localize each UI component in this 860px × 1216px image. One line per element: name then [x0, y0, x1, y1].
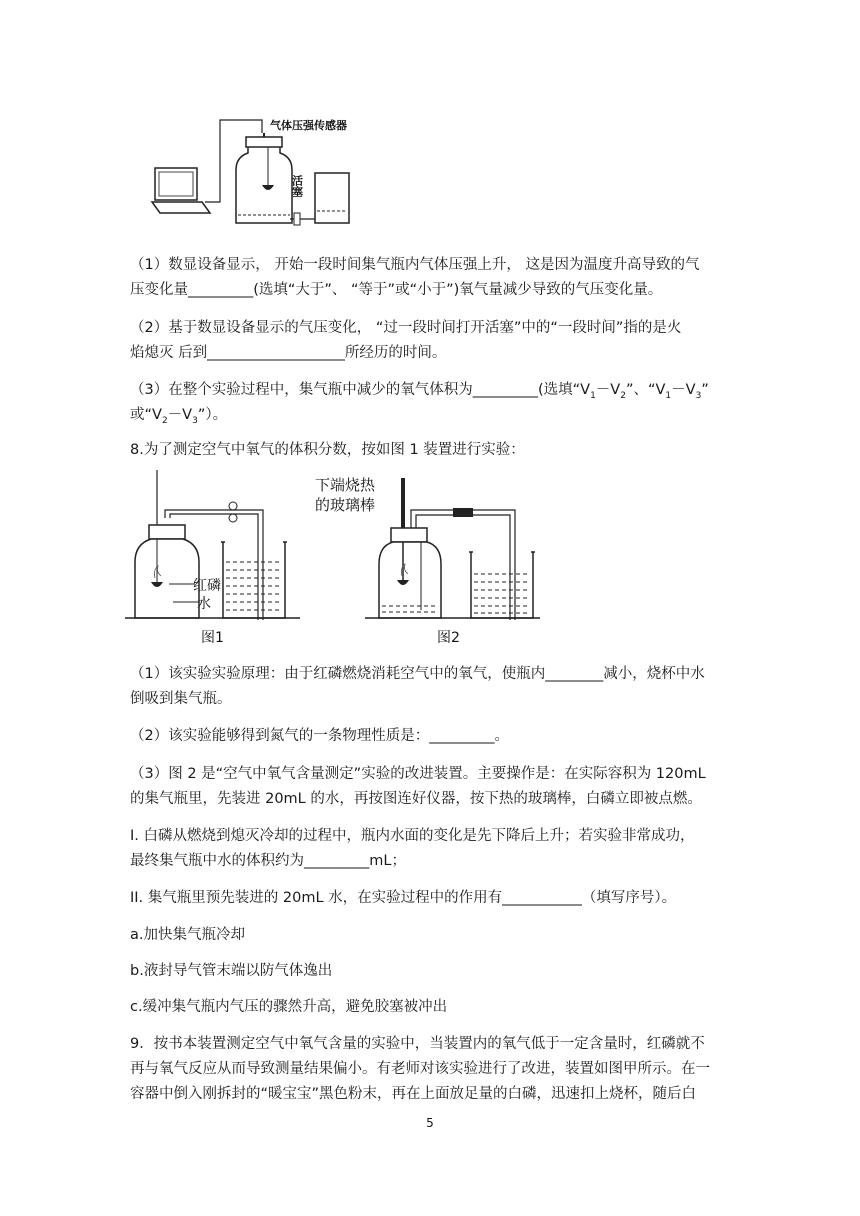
fig1-caption: 图1 [201, 630, 224, 646]
sensor-label: 气体压强传感器 [270, 119, 347, 132]
q8-i-line2: 最终集气瓶中水的体积约为_________mL； [130, 853, 406, 869]
page-number: 5 [426, 1116, 434, 1130]
fig2-caption: 图2 [437, 630, 460, 646]
q8-title: 8.为了测定空气中氧气的体积分数，按如图 1 装置进行实验： [130, 442, 525, 458]
q7-part3-line1: （3）在整个实验过程中，集气瓶中减少的氧气体积为_________(选填“$V_1-V_2$”、“$V_1-V_3$” [130, 382, 709, 401]
q8-option-b: b.液封导气管末端以防气体逸出 [130, 963, 333, 979]
fig1-red-phosphorus-label: 红磷 [193, 578, 221, 594]
q7-part1-line1: （1）数显设备显示， 开始一段时间集气瓶内气体压强上升， 这是因为温度升高导致的气 [130, 257, 700, 273]
q8-part1-line2: 倒吸到集气瓶。 [130, 691, 232, 707]
figure-1-apparatus [125, 470, 300, 650]
q8-option-c: c.缓冲集气瓶内气压的骤然升高，避免胶塞被冲出 [130, 999, 448, 1015]
q8-part1-line1: （1）该实验实验原理：由于红磷燃烧消耗空气中的氧气，使瓶内________减小，烧杯中水 [130, 666, 705, 682]
q8-part3-line1: （3）图 2 是“空气中氧气含量测定”实验的改进装置。主要操作是：在实际容积为 120mL [130, 766, 706, 782]
q8-part2: （2）该实验能够得到氮气的一条物理性质是：_________。 [130, 728, 509, 744]
q9-line1: 9．按书本装置测定空气中氧气含量的实验中，当装置内的氧气低于一定含量时，红磷就不 [130, 1036, 705, 1052]
q9-line3: 容器中倒入刚拆封的“暖宝宝”黑色粉末，再在上面放足量的白磷，迅速扣上烧杯，随后白 [130, 1086, 697, 1102]
q7-part2-line2: 焰熄灭 后到___________________所经历的时间。 [130, 345, 447, 361]
q9-line2: 再与氧气反应从而导致测量结果偏小。有老师对该实验进行了改进，装置如图甲所示。在一 [130, 1061, 710, 1077]
valve-label: 活塞 [290, 175, 304, 197]
fig1-water-label: 水 [197, 596, 211, 612]
q7-part1-line2: 压变化量_________(选填“大于”、 “等于”或“小于”)氧气量减少导致的气压变化量。 [130, 282, 663, 298]
q8-ii: II. 集气瓶里预先装进的 20mL 水，在实验过程中的作用有___________（填写序号）。 [130, 890, 677, 906]
figure-2-apparatus [305, 470, 540, 650]
fig2-label-line2: 的玻璃棒 [315, 496, 376, 514]
fig2-label-line1: 下端烧热 [315, 476, 376, 494]
q7-part3-line2: 或“$V_2-V_3$”）。 [130, 407, 228, 426]
q8-i-line1: I. 白磷从燃烧到熄灭冷却的过程中，瓶内水面的变化是先下降后上升；若实验非常成功， [130, 828, 695, 844]
q8-part3-line2: 的集气瓶里，先装进 20mL 的水，再按图连好仪器，按下热的玻璃棒，白磷立即被点燃。 [130, 791, 702, 807]
q8-option-a: a.加快集气瓶冷却 [130, 927, 245, 943]
q7-part2-line1: （2）基于数显设备显示的气压变化， “过一段时间打开活塞”中的“一段时间”指的是火 [130, 320, 682, 336]
pressure-sensor-apparatus-figure [150, 115, 360, 230]
